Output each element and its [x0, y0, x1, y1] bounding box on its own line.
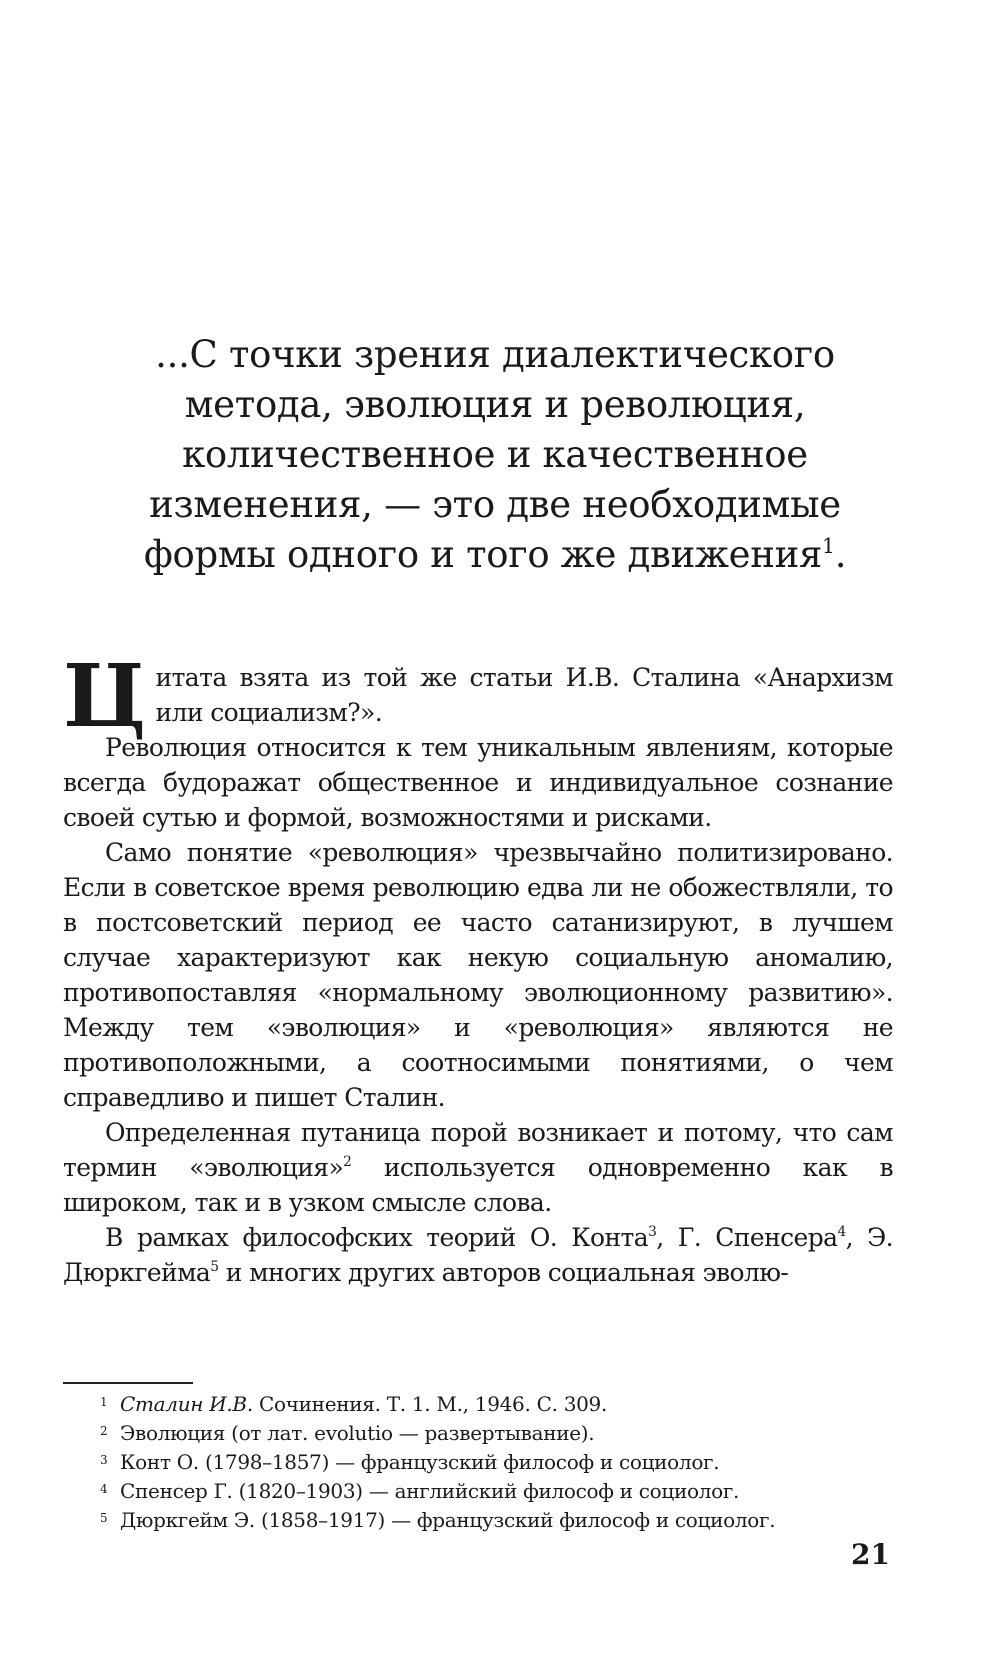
epigraph-line-text: формы одного и того же движения: [143, 533, 823, 576]
footnote-item: [100, 1390, 890, 1419]
paragraph-text: , Э. Дюркгейма: [63, 1223, 894, 1287]
footnote-number: 2: [100, 1424, 108, 1438]
paragraph-text: и многих других авторов социальная эволю-: [218, 1258, 789, 1287]
footnote-ref: 3: [648, 1223, 657, 1240]
epigraph-quote: [100, 330, 890, 580]
epigraph-line: изменения, — это две необходимые: [149, 483, 841, 526]
footnote-text: Конт О. (1798–1857) — французский философ и социолог.: [120, 1450, 720, 1474]
page-number: 21: [851, 1538, 890, 1571]
footnote-number: 4: [100, 1482, 108, 1496]
footnote-text: Дюркгейм Э. (1858–1917) — французский философ и социолог.: [120, 1508, 776, 1532]
epigraph-line: метода, эволюция и революция,: [184, 383, 806, 426]
paragraph-3: Само понятие «революция» чрезвычайно политизировано. Если в советское время революцию едва ли не обожествляли, то в постсоветский период ее часто сатанизируют, в лучшем случае характеризуют как некую социальную аномалию, противопоставляя «нормальному эволюционному развитию». Между тем «эволюция» и «революция» являются не противоположными, а соотносимыми понятиями, о чем справедливо и пишет Сталин.: [63, 838, 893, 1112]
paragraph-1: [63, 646, 893, 747]
footnote-number: 5: [100, 1511, 108, 1525]
footnote-number: 3: [100, 1453, 108, 1467]
epigraph-line: ...С точки зрения диалектического: [155, 333, 835, 376]
footnote-item: [100, 1448, 890, 1477]
footnote-ref: 2: [343, 1153, 352, 1170]
footnote-item: [100, 1506, 890, 1535]
paragraph-text: итата взята из той же статьи И.В. Сталина «Анархизм или социализм?».: [155, 663, 893, 727]
footnote-item: [100, 1419, 890, 1448]
paragraph-5: [63, 1220, 893, 1290]
footnote-text: Спенсер Г. (1820–1903) — английский философ и социолог.: [120, 1479, 740, 1503]
paragraph-4: [63, 1115, 893, 1220]
footnotes: [100, 1390, 890, 1535]
epigraph-end: .: [834, 533, 847, 576]
footnote-item: [100, 1477, 890, 1506]
footnote-ref: 5: [210, 1258, 219, 1275]
epigraph-line: [100, 530, 890, 580]
footnote-ref: 1: [822, 533, 835, 558]
footnote-author: Сталин И.В.: [120, 1392, 253, 1416]
drop-cap: Ц: [63, 646, 146, 747]
footnote-text: Эволюция (от лат. evolutio — развертывание).: [120, 1421, 595, 1445]
paragraph-text: Определенная путаница порой возникает и потому, что сам термин «эволюция»: [63, 1118, 893, 1182]
footnote-ref: 4: [837, 1223, 846, 1240]
paragraph-2: Революция относится к тем уникальным явлениям, которые всегда будоражат общественное и индивидуальное сознание своей сутью и формой, возможностями и рисками.: [63, 733, 893, 832]
body-text: [63, 646, 894, 1290]
paragraph-text: В рамках философских теорий О. Конта: [105, 1223, 649, 1252]
paragraph-text: , Г. Спенсера: [656, 1223, 838, 1252]
footnote-divider: [63, 1382, 193, 1384]
paragraph-text: используется одновременно как в широком, так и в узком смысле слова.: [63, 1153, 893, 1217]
epigraph-line: количественное и качественное: [182, 433, 808, 476]
footnote-number: 1: [100, 1395, 108, 1409]
footnote-text: Сочинения. Т. 1. М., 1946. С. 309.: [252, 1392, 608, 1416]
